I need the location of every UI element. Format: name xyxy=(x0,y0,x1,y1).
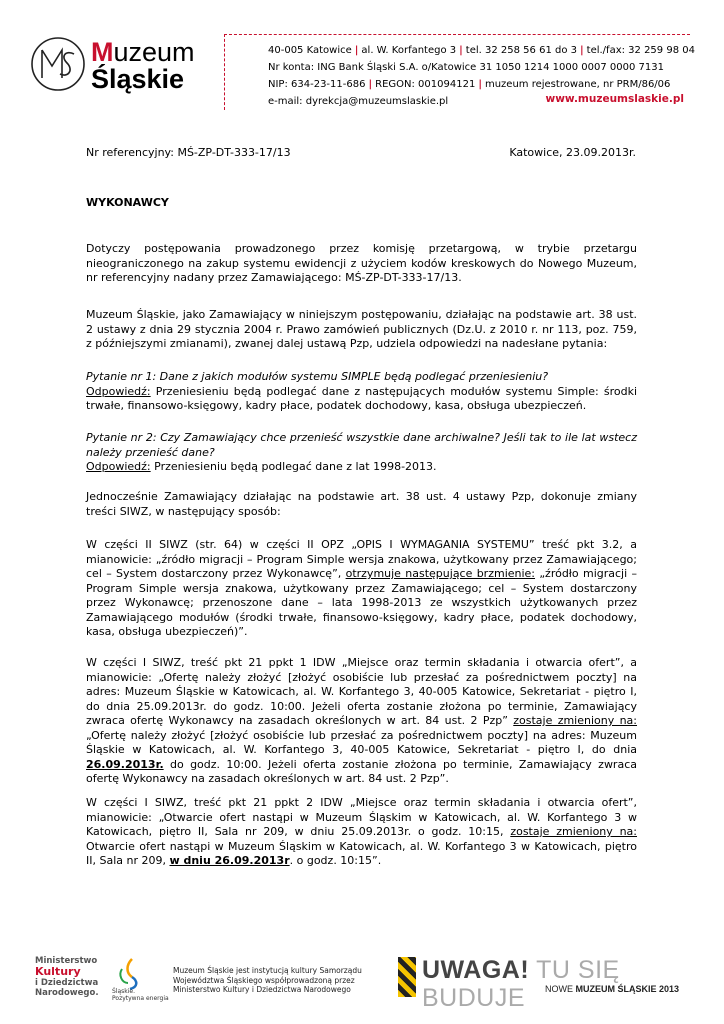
muzeum-slaskie-logo-icon xyxy=(30,36,86,92)
answer-1: Odpowiedź: Przeniesieniu będą podlegać dane z następujących modułów systemu Simple: środki trwałe, finansowo-księgowy, kadry płace, podatek dochodowy, kasa, obsługa ubezpieczeń. xyxy=(86,384,637,412)
logo-wordmark-slaskie: Śląskie xyxy=(91,64,185,94)
question-1: Pytanie nr 1: Dane z jakich modułów systemu SIMPLE będą podlegać przeniesieniu? xyxy=(86,370,549,383)
recipient-heading: WYKONAWCY xyxy=(86,196,169,209)
letter-date: Katowice, 23.09.2013r. xyxy=(509,146,636,159)
construction-stripe-icon xyxy=(398,957,416,997)
reference-number: Nr referencyjny: MŚ-ZP-DT-333-17/13 xyxy=(86,146,291,159)
header-account-line: Nr konta: ING Bank Śląski S.A. o/Katowice 31 1050 1214 1000 0007 0000 7131 xyxy=(268,62,664,73)
logo-wordmark-muzeum: Muzeum xyxy=(91,37,195,67)
question-2: Pytanie nr 2: Czy Zamawiający chce przenieść wszystkie dane archiwalne? Jeśli tak to ile lat wstecz należy przenieść dane? xyxy=(86,431,637,459)
changes-intro-paragraph: Jednocześnie Zamawiający działając na podstawie art. 38 ust. 4 ustawy Pzp, dokonuje zmiany treści SIWZ, w następujący sposób: xyxy=(86,490,637,518)
header-website-link[interactable]: www.muzeumslaskie.pl xyxy=(545,93,684,105)
header-email[interactable]: e-mail: dyrekcja@muzeumslaskie.pl xyxy=(268,96,449,107)
question-1-block xyxy=(86,370,637,414)
subject-paragraph: Dotyczy postępowania prowadzonego przez komisję przetargową, w trybie przetargu nieograniczonego na zakup systemu ewidencji z użyciem kodów kreskowych do Nowego Muzeum, nr referencyjny nadany przez Zamawiającego: MŚ-ZP-DT-333-17/13. xyxy=(86,242,637,284)
header-nip-line: NIP: 634-23-11-686 | REGON: 001094121 | muzeum rejestrowane, nr PRM/86/06 xyxy=(268,79,671,90)
change-1-paragraph: W części II SIWZ (str. 64) w części II OPZ „OPIS I WYMAGANIA SYSTEMU” treść pkt 3.2, a mianowicie: „źródło migracji – Program Simple wersja znakowa, użytkowany przez Zamawiającego; cel – System dostarczony przez Wykonawcę”, otrzymuje następujące brzmienie: „źródło migracji – Program Simple wersja znakowa, użytkowany przez Zamawiającego; cel – System dostarczony przez Wykonawcę; przenoszone dane – lata 1998-2013 ze wszystkich użytkowanych przez Zamawiającego modułów (środki trwałe, finansowo-księgowy, kadry płace, podatek dochodowy, kasa, obsługa ubezpieczeń)”. xyxy=(86,538,637,638)
question-2-block xyxy=(86,431,637,475)
slaskie-caption: Śląskie. Pozytywna energia xyxy=(112,988,169,1002)
header-address-line: 40-005 Katowice | al. W. Korfantego 3 | tel. 32 258 56 61 do 3 | tel./fax: 32 259 98 04 xyxy=(268,45,695,56)
nowe-muzeum-caption: NOWE MUZEUM ŚLĄSKIE 2013 xyxy=(545,984,680,994)
institution-note: Muzeum Śląskie jest instytucją kultury Samorządu Województwa Śląskiego współprowadzoną przez Ministerstwo Kultury i Dziedzictwa Narodowego xyxy=(173,966,362,994)
uwaga-banner: UWAGA! TU SIĘ BUDUJE xyxy=(422,956,620,1012)
change-2-paragraph: W części I SIWZ, treść pkt 21 ppkt 1 IDW „Miejsce oraz termin składania i otwarcia ofert”, a mianowicie: „Ofertę należy złożyć [złożyć osobiście lub przesłać za pośrednictwem poczty] na adres: Muzeum Śląskie w Katowicach, al. W. Korfantego 3, 40-005 Katowice, Sekretariat - piętro I, do dnia 25.09.2013r. do godz. 10:00. Jeżeli oferta zostanie złożona po terminie, Zamawiający zwraca ofertę Wykonawcy na zasadach określonych w art. 84 ust. 2 Pzp” zostaje zmieniony na: „Ofertę należy złożyć [złożyć osobiście lub przesłać za pośrednictwem poczty] na adres: Muzeum Śląskie w Katowicach, al. W. Korfantego 3, 40-005 Katowice, Sekretariat - piętro I, do dnia 26.09.2013r. do godz. 10:00. Jeżeli oferta zostanie złożona po terminie, Zamawiający zwraca ofertę Wykonawcy na zasadach określonych w art. 84 ust. 2 Pzp”. xyxy=(86,656,638,785)
answer-2: Odpowiedź: Przeniesieniu będą podlegać dane z lat 1998-2013. xyxy=(86,460,437,473)
ministry-logo: Ministerstwo Kultury i Dziedzictwa Narodowego. xyxy=(35,956,99,998)
intro-paragraph: Muzeum Śląskie, jako Zamawiający w niniejszym postępowaniu, działając na podstawie art. 38 ust. 2 ustawy z dnia 29 stycznia 2004 r. Prawo zamówień publicznych (Dz.U. z 2010 r. nr 113, poz. 759, z późniejszymi zmianami), zwanej dalej ustawą Pzp, udziela odpowiedzi na nadesłane pytania: xyxy=(86,308,637,350)
change-3-paragraph: W części I SIWZ, treść pkt 21 ppkt 2 IDW „Miejsce oraz termin składania i otwarcia ofert”, mianowicie: „Otwarcie ofert nastąpi w Muzeum Śląskim w Katowicach, al. W. Korfantego 3 w Katowicach, piętro II, Sala nr 209, w dniu 25.09.2013r. o godz. 10:15, zostaje zmieniony na: Otwarcie ofert nastąpi w Muzeum Śląskim w Katowicach, al. W. Korfantego 3 w Katowicach, piętro II, Sala nr 209, w dniu 26.09.2013r. o godz. 10:15”. xyxy=(86,796,638,867)
